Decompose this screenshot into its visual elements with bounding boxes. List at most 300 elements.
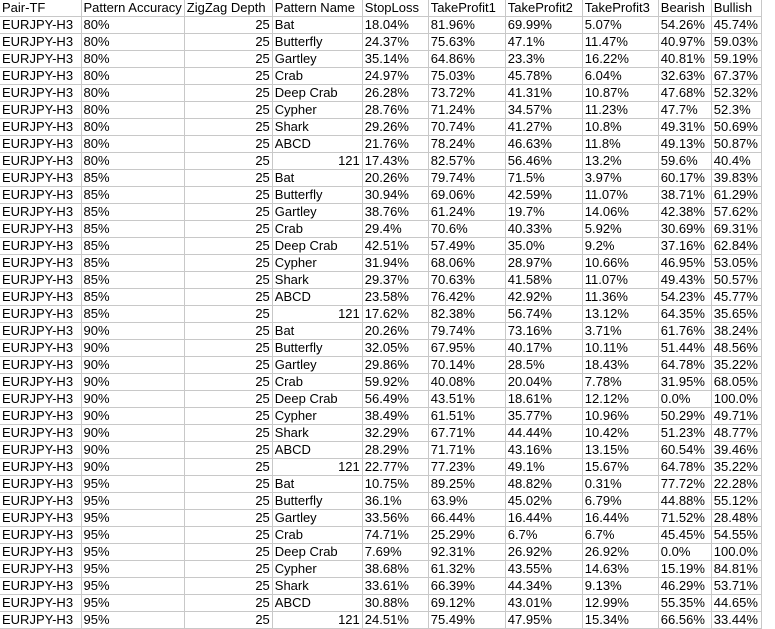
cell-takeprofit1[interactable]: 67.71%: [428, 425, 505, 442]
cell-pattern-name[interactable]: 121: [272, 153, 362, 170]
cell-bearish[interactable]: 44.88%: [658, 493, 711, 510]
cell-takeprofit3[interactable]: 13.12%: [582, 306, 658, 323]
cell-pattern-accuracy[interactable]: 85%: [81, 238, 184, 255]
cell-pattern-name[interactable]: Shark: [272, 272, 362, 289]
cell-stoploss[interactable]: 22.77%: [362, 459, 428, 476]
cell-takeprofit3[interactable]: 11.36%: [582, 289, 658, 306]
cell-bullish[interactable]: 68.05%: [711, 374, 761, 391]
cell-stoploss[interactable]: 20.26%: [362, 170, 428, 187]
cell-zigzag-depth[interactable]: 25: [184, 510, 272, 527]
cell-stoploss[interactable]: 24.37%: [362, 34, 428, 51]
cell-zigzag-depth[interactable]: 25: [184, 408, 272, 425]
cell-takeprofit2[interactable]: 42.92%: [505, 289, 582, 306]
cell-takeprofit3[interactable]: 11.23%: [582, 102, 658, 119]
cell-takeprofit1[interactable]: 75.03%: [428, 68, 505, 85]
cell-pattern-accuracy[interactable]: 95%: [81, 476, 184, 493]
header-cell-pattern-name[interactable]: Pattern Name: [272, 0, 362, 17]
cell-pattern-name[interactable]: Shark: [272, 119, 362, 136]
cell-takeprofit2[interactable]: 49.1%: [505, 459, 582, 476]
cell-pattern-name[interactable]: Bat: [272, 17, 362, 34]
cell-takeprofit3[interactable]: 12.12%: [582, 391, 658, 408]
cell-pair-tf[interactable]: EURJPY-H3: [0, 391, 81, 408]
cell-bearish[interactable]: 60.54%: [658, 442, 711, 459]
cell-stoploss[interactable]: 17.62%: [362, 306, 428, 323]
cell-takeprofit3[interactable]: 9.13%: [582, 578, 658, 595]
cell-bullish[interactable]: 62.84%: [711, 238, 761, 255]
cell-takeprofit2[interactable]: 40.17%: [505, 340, 582, 357]
cell-bullish[interactable]: 52.3%: [711, 102, 761, 119]
cell-takeprofit1[interactable]: 68.06%: [428, 255, 505, 272]
cell-bearish[interactable]: 42.38%: [658, 204, 711, 221]
cell-takeprofit3[interactable]: 15.67%: [582, 459, 658, 476]
cell-stoploss[interactable]: 18.04%: [362, 17, 428, 34]
cell-bullish[interactable]: 52.32%: [711, 85, 761, 102]
cell-pair-tf[interactable]: EURJPY-H3: [0, 34, 81, 51]
cell-bullish[interactable]: 33.44%: [711, 612, 761, 629]
cell-takeprofit3[interactable]: 3.97%: [582, 170, 658, 187]
cell-takeprofit2[interactable]: 23.3%: [505, 51, 582, 68]
cell-stoploss[interactable]: 36.1%: [362, 493, 428, 510]
cell-zigzag-depth[interactable]: 25: [184, 323, 272, 340]
cell-pattern-name[interactable]: 121: [272, 612, 362, 629]
cell-bearish[interactable]: 50.29%: [658, 408, 711, 425]
cell-pattern-name[interactable]: Shark: [272, 425, 362, 442]
header-cell-zigzag-depth[interactable]: ZigZag Depth: [184, 0, 272, 17]
cell-pair-tf[interactable]: EURJPY-H3: [0, 340, 81, 357]
cell-stoploss[interactable]: 74.71%: [362, 527, 428, 544]
cell-bullish[interactable]: 35.65%: [711, 306, 761, 323]
cell-stoploss[interactable]: 30.94%: [362, 187, 428, 204]
cell-zigzag-depth[interactable]: 25: [184, 289, 272, 306]
cell-pattern-name[interactable]: Gartley: [272, 510, 362, 527]
cell-takeprofit2[interactable]: 34.57%: [505, 102, 582, 119]
cell-zigzag-depth[interactable]: 25: [184, 170, 272, 187]
cell-bearish[interactable]: 37.16%: [658, 238, 711, 255]
cell-pattern-accuracy[interactable]: 90%: [81, 374, 184, 391]
cell-takeprofit1[interactable]: 61.32%: [428, 561, 505, 578]
cell-takeprofit2[interactable]: 20.04%: [505, 374, 582, 391]
cell-stoploss[interactable]: 26.28%: [362, 85, 428, 102]
cell-bullish[interactable]: 84.81%: [711, 561, 761, 578]
cell-pair-tf[interactable]: EURJPY-H3: [0, 136, 81, 153]
cell-takeprofit2[interactable]: 73.16%: [505, 323, 582, 340]
cell-pattern-name[interactable]: Gartley: [272, 204, 362, 221]
cell-bearish[interactable]: 71.52%: [658, 510, 711, 527]
cell-bullish[interactable]: 48.56%: [711, 340, 761, 357]
cell-pair-tf[interactable]: EURJPY-H3: [0, 493, 81, 510]
cell-stoploss[interactable]: 59.92%: [362, 374, 428, 391]
cell-pattern-accuracy[interactable]: 85%: [81, 170, 184, 187]
cell-pair-tf[interactable]: EURJPY-H3: [0, 306, 81, 323]
cell-pattern-name[interactable]: 121: [272, 459, 362, 476]
cell-bearish[interactable]: 0.0%: [658, 544, 711, 561]
cell-bullish[interactable]: 22.28%: [711, 476, 761, 493]
cell-takeprofit1[interactable]: 76.42%: [428, 289, 505, 306]
cell-takeprofit1[interactable]: 92.31%: [428, 544, 505, 561]
cell-zigzag-depth[interactable]: 25: [184, 221, 272, 238]
cell-pair-tf[interactable]: EURJPY-H3: [0, 255, 81, 272]
cell-pattern-name[interactable]: ABCD: [272, 289, 362, 306]
cell-stoploss[interactable]: 24.51%: [362, 612, 428, 629]
cell-takeprofit2[interactable]: 45.78%: [505, 68, 582, 85]
cell-stoploss[interactable]: 29.86%: [362, 357, 428, 374]
cell-stoploss[interactable]: 31.94%: [362, 255, 428, 272]
cell-pair-tf[interactable]: EURJPY-H3: [0, 408, 81, 425]
cell-takeprofit1[interactable]: 70.63%: [428, 272, 505, 289]
cell-takeprofit1[interactable]: 69.12%: [428, 595, 505, 612]
cell-takeprofit1[interactable]: 73.72%: [428, 85, 505, 102]
cell-zigzag-depth[interactable]: 25: [184, 459, 272, 476]
cell-takeprofit2[interactable]: 45.02%: [505, 493, 582, 510]
cell-stoploss[interactable]: 38.76%: [362, 204, 428, 221]
cell-pattern-name[interactable]: Cypher: [272, 255, 362, 272]
cell-pattern-accuracy[interactable]: 85%: [81, 272, 184, 289]
cell-takeprofit2[interactable]: 16.44%: [505, 510, 582, 527]
cell-pair-tf[interactable]: EURJPY-H3: [0, 459, 81, 476]
cell-bullish[interactable]: 55.12%: [711, 493, 761, 510]
cell-takeprofit3[interactable]: 10.11%: [582, 340, 658, 357]
cell-takeprofit1[interactable]: 66.39%: [428, 578, 505, 595]
cell-zigzag-depth[interactable]: 25: [184, 102, 272, 119]
cell-pattern-accuracy[interactable]: 95%: [81, 612, 184, 629]
header-cell-bullish[interactable]: Bullish: [711, 0, 761, 17]
cell-bullish[interactable]: 59.19%: [711, 51, 761, 68]
cell-takeprofit1[interactable]: 89.25%: [428, 476, 505, 493]
cell-takeprofit2[interactable]: 69.99%: [505, 17, 582, 34]
cell-stoploss[interactable]: 38.68%: [362, 561, 428, 578]
cell-takeprofit2[interactable]: 44.44%: [505, 425, 582, 442]
header-cell-pattern-accuracy[interactable]: Pattern Accuracy: [81, 0, 184, 17]
cell-bearish[interactable]: 55.35%: [658, 595, 711, 612]
cell-zigzag-depth[interactable]: 25: [184, 391, 272, 408]
cell-takeprofit1[interactable]: 78.24%: [428, 136, 505, 153]
cell-takeprofit2[interactable]: 40.33%: [505, 221, 582, 238]
cell-zigzag-depth[interactable]: 25: [184, 51, 272, 68]
cell-takeprofit3[interactable]: 7.78%: [582, 374, 658, 391]
cell-pattern-name[interactable]: Butterfly: [272, 34, 362, 51]
cell-stoploss[interactable]: 32.05%: [362, 340, 428, 357]
cell-bearish[interactable]: 59.6%: [658, 153, 711, 170]
cell-bullish[interactable]: 59.03%: [711, 34, 761, 51]
cell-pattern-accuracy[interactable]: 95%: [81, 561, 184, 578]
cell-zigzag-depth[interactable]: 25: [184, 374, 272, 391]
cell-takeprofit3[interactable]: 13.15%: [582, 442, 658, 459]
cell-bullish[interactable]: 50.69%: [711, 119, 761, 136]
cell-pattern-name[interactable]: Crab: [272, 68, 362, 85]
cell-takeprofit2[interactable]: 41.31%: [505, 85, 582, 102]
cell-takeprofit2[interactable]: 43.01%: [505, 595, 582, 612]
cell-stoploss[interactable]: 42.51%: [362, 238, 428, 255]
cell-bearish[interactable]: 64.78%: [658, 459, 711, 476]
cell-bearish[interactable]: 15.19%: [658, 561, 711, 578]
cell-pair-tf[interactable]: EURJPY-H3: [0, 561, 81, 578]
cell-pair-tf[interactable]: EURJPY-H3: [0, 187, 81, 204]
cell-takeprofit2[interactable]: 28.5%: [505, 357, 582, 374]
cell-takeprofit1[interactable]: 81.96%: [428, 17, 505, 34]
cell-pattern-accuracy[interactable]: 90%: [81, 340, 184, 357]
cell-pair-tf[interactable]: EURJPY-H3: [0, 17, 81, 34]
cell-takeprofit3[interactable]: 11.8%: [582, 136, 658, 153]
cell-pattern-accuracy[interactable]: 85%: [81, 289, 184, 306]
cell-takeprofit1[interactable]: 71.71%: [428, 442, 505, 459]
cell-stoploss[interactable]: 17.43%: [362, 153, 428, 170]
cell-pattern-accuracy[interactable]: 80%: [81, 119, 184, 136]
cell-takeprofit1[interactable]: 61.24%: [428, 204, 505, 221]
cell-zigzag-depth[interactable]: 25: [184, 595, 272, 612]
cell-stoploss[interactable]: 20.26%: [362, 323, 428, 340]
cell-takeprofit1[interactable]: 57.49%: [428, 238, 505, 255]
cell-bullish[interactable]: 50.87%: [711, 136, 761, 153]
cell-takeprofit3[interactable]: 26.92%: [582, 544, 658, 561]
cell-zigzag-depth[interactable]: 25: [184, 442, 272, 459]
cell-zigzag-depth[interactable]: 25: [184, 544, 272, 561]
cell-zigzag-depth[interactable]: 25: [184, 425, 272, 442]
cell-pattern-name[interactable]: ABCD: [272, 136, 362, 153]
cell-takeprofit1[interactable]: 79.74%: [428, 323, 505, 340]
cell-takeprofit1[interactable]: 75.63%: [428, 34, 505, 51]
cell-takeprofit2[interactable]: 56.74%: [505, 306, 582, 323]
cell-takeprofit1[interactable]: 63.9%: [428, 493, 505, 510]
cell-pattern-accuracy[interactable]: 80%: [81, 17, 184, 34]
cell-takeprofit2[interactable]: 35.0%: [505, 238, 582, 255]
cell-pattern-name[interactable]: Cypher: [272, 102, 362, 119]
cell-pair-tf[interactable]: EURJPY-H3: [0, 442, 81, 459]
cell-takeprofit2[interactable]: 18.61%: [505, 391, 582, 408]
cell-pair-tf[interactable]: EURJPY-H3: [0, 578, 81, 595]
cell-takeprofit1[interactable]: 70.74%: [428, 119, 505, 136]
cell-pattern-accuracy[interactable]: 80%: [81, 85, 184, 102]
cell-pair-tf[interactable]: EURJPY-H3: [0, 289, 81, 306]
cell-pattern-name[interactable]: Bat: [272, 323, 362, 340]
cell-zigzag-depth[interactable]: 25: [184, 34, 272, 51]
cell-bullish[interactable]: 39.83%: [711, 170, 761, 187]
cell-pattern-name[interactable]: ABCD: [272, 595, 362, 612]
cell-pattern-name[interactable]: Crab: [272, 374, 362, 391]
cell-pattern-accuracy[interactable]: 80%: [81, 153, 184, 170]
cell-pattern-accuracy[interactable]: 90%: [81, 391, 184, 408]
cell-takeprofit1[interactable]: 77.23%: [428, 459, 505, 476]
cell-pattern-accuracy[interactable]: 85%: [81, 187, 184, 204]
cell-bearish[interactable]: 49.43%: [658, 272, 711, 289]
cell-bearish[interactable]: 49.13%: [658, 136, 711, 153]
cell-zigzag-depth[interactable]: 25: [184, 493, 272, 510]
cell-pair-tf[interactable]: EURJPY-H3: [0, 85, 81, 102]
cell-stoploss[interactable]: 24.97%: [362, 68, 428, 85]
cell-takeprofit3[interactable]: 5.07%: [582, 17, 658, 34]
cell-pair-tf[interactable]: EURJPY-H3: [0, 476, 81, 493]
cell-stoploss[interactable]: 33.61%: [362, 578, 428, 595]
cell-bullish[interactable]: 100.0%: [711, 391, 761, 408]
cell-stoploss[interactable]: 30.88%: [362, 595, 428, 612]
cell-bullish[interactable]: 67.37%: [711, 68, 761, 85]
cell-stoploss[interactable]: 10.75%: [362, 476, 428, 493]
cell-takeprofit2[interactable]: 26.92%: [505, 544, 582, 561]
cell-pattern-accuracy[interactable]: 95%: [81, 493, 184, 510]
cell-pair-tf[interactable]: EURJPY-H3: [0, 527, 81, 544]
cell-takeprofit2[interactable]: 46.63%: [505, 136, 582, 153]
cell-bearish[interactable]: 49.31%: [658, 119, 711, 136]
cell-zigzag-depth[interactable]: 25: [184, 476, 272, 493]
cell-pair-tf[interactable]: EURJPY-H3: [0, 170, 81, 187]
cell-bullish[interactable]: 53.05%: [711, 255, 761, 272]
cell-pattern-accuracy[interactable]: 85%: [81, 306, 184, 323]
cell-pair-tf[interactable]: EURJPY-H3: [0, 595, 81, 612]
cell-bullish[interactable]: 49.71%: [711, 408, 761, 425]
cell-takeprofit3[interactable]: 6.7%: [582, 527, 658, 544]
cell-pattern-name[interactable]: Gartley: [272, 357, 362, 374]
cell-takeprofit3[interactable]: 14.06%: [582, 204, 658, 221]
cell-bearish[interactable]: 46.29%: [658, 578, 711, 595]
cell-takeprofit3[interactable]: 12.99%: [582, 595, 658, 612]
cell-stoploss[interactable]: 21.76%: [362, 136, 428, 153]
cell-pair-tf[interactable]: EURJPY-H3: [0, 238, 81, 255]
cell-pattern-accuracy[interactable]: 80%: [81, 68, 184, 85]
cell-pattern-accuracy[interactable]: 90%: [81, 442, 184, 459]
cell-pattern-accuracy[interactable]: 90%: [81, 323, 184, 340]
cell-pair-tf[interactable]: EURJPY-H3: [0, 357, 81, 374]
cell-takeprofit1[interactable]: 75.49%: [428, 612, 505, 629]
cell-pattern-accuracy[interactable]: 90%: [81, 357, 184, 374]
cell-pattern-accuracy[interactable]: 80%: [81, 102, 184, 119]
cell-zigzag-depth[interactable]: 25: [184, 340, 272, 357]
cell-takeprofit2[interactable]: 41.27%: [505, 119, 582, 136]
cell-bullish[interactable]: 35.22%: [711, 357, 761, 374]
cell-bearish[interactable]: 64.35%: [658, 306, 711, 323]
cell-bullish[interactable]: 53.71%: [711, 578, 761, 595]
cell-bullish[interactable]: 54.55%: [711, 527, 761, 544]
cell-stoploss[interactable]: 33.56%: [362, 510, 428, 527]
cell-takeprofit3[interactable]: 15.34%: [582, 612, 658, 629]
cell-bearish[interactable]: 60.17%: [658, 170, 711, 187]
cell-stoploss[interactable]: 32.29%: [362, 425, 428, 442]
cell-pair-tf[interactable]: EURJPY-H3: [0, 272, 81, 289]
cell-pair-tf[interactable]: EURJPY-H3: [0, 544, 81, 561]
cell-takeprofit3[interactable]: 3.71%: [582, 323, 658, 340]
cell-takeprofit2[interactable]: 71.5%: [505, 170, 582, 187]
cell-pattern-accuracy[interactable]: 80%: [81, 51, 184, 68]
cell-bearish[interactable]: 30.69%: [658, 221, 711, 238]
cell-takeprofit3[interactable]: 13.2%: [582, 153, 658, 170]
cell-zigzag-depth[interactable]: 25: [184, 612, 272, 629]
header-cell-takeprofit2[interactable]: TakeProfit2: [505, 0, 582, 17]
cell-pair-tf[interactable]: EURJPY-H3: [0, 68, 81, 85]
cell-stoploss[interactable]: 23.58%: [362, 289, 428, 306]
header-cell-stoploss[interactable]: StopLoss: [362, 0, 428, 17]
cell-stoploss[interactable]: 56.49%: [362, 391, 428, 408]
cell-pair-tf[interactable]: EURJPY-H3: [0, 323, 81, 340]
cell-takeprofit2[interactable]: 43.16%: [505, 442, 582, 459]
cell-takeprofit3[interactable]: 11.47%: [582, 34, 658, 51]
cell-stoploss[interactable]: 38.49%: [362, 408, 428, 425]
cell-bearish[interactable]: 66.56%: [658, 612, 711, 629]
cell-bearish[interactable]: 54.23%: [658, 289, 711, 306]
cell-zigzag-depth[interactable]: 25: [184, 153, 272, 170]
cell-takeprofit3[interactable]: 11.07%: [582, 272, 658, 289]
cell-takeprofit2[interactable]: 19.7%: [505, 204, 582, 221]
cell-zigzag-depth[interactable]: 25: [184, 68, 272, 85]
cell-pattern-name[interactable]: Bat: [272, 170, 362, 187]
cell-pair-tf[interactable]: EURJPY-H3: [0, 204, 81, 221]
cell-takeprofit2[interactable]: 44.34%: [505, 578, 582, 595]
cell-pair-tf[interactable]: EURJPY-H3: [0, 425, 81, 442]
cell-bearish[interactable]: 38.71%: [658, 187, 711, 204]
cell-pair-tf[interactable]: EURJPY-H3: [0, 510, 81, 527]
cell-zigzag-depth[interactable]: 25: [184, 578, 272, 595]
cell-takeprofit3[interactable]: 5.92%: [582, 221, 658, 238]
cell-bearish[interactable]: 32.63%: [658, 68, 711, 85]
cell-takeprofit1[interactable]: 40.08%: [428, 374, 505, 391]
cell-bearish[interactable]: 47.68%: [658, 85, 711, 102]
cell-zigzag-depth[interactable]: 25: [184, 119, 272, 136]
cell-pattern-name[interactable]: Butterfly: [272, 340, 362, 357]
cell-zigzag-depth[interactable]: 25: [184, 272, 272, 289]
header-cell-takeprofit3[interactable]: TakeProfit3: [582, 0, 658, 17]
cell-takeprofit1[interactable]: 70.14%: [428, 357, 505, 374]
cell-takeprofit3[interactable]: 9.2%: [582, 238, 658, 255]
cell-takeprofit3[interactable]: 10.66%: [582, 255, 658, 272]
cell-takeprofit3[interactable]: 6.04%: [582, 68, 658, 85]
cell-bullish[interactable]: 44.65%: [711, 595, 761, 612]
cell-bullish[interactable]: 61.29%: [711, 187, 761, 204]
cell-bearish[interactable]: 46.95%: [658, 255, 711, 272]
cell-takeprofit2[interactable]: 43.55%: [505, 561, 582, 578]
cell-takeprofit1[interactable]: 82.57%: [428, 153, 505, 170]
cell-bearish[interactable]: 40.97%: [658, 34, 711, 51]
cell-pattern-accuracy[interactable]: 95%: [81, 578, 184, 595]
cell-bearish[interactable]: 31.95%: [658, 374, 711, 391]
cell-zigzag-depth[interactable]: 25: [184, 238, 272, 255]
cell-pattern-accuracy[interactable]: 90%: [81, 459, 184, 476]
cell-pattern-name[interactable]: Bat: [272, 476, 362, 493]
cell-zigzag-depth[interactable]: 25: [184, 17, 272, 34]
cell-pattern-accuracy[interactable]: 80%: [81, 136, 184, 153]
cell-bullish[interactable]: 35.22%: [711, 459, 761, 476]
cell-pattern-accuracy[interactable]: 90%: [81, 425, 184, 442]
cell-bullish[interactable]: 48.77%: [711, 425, 761, 442]
cell-bearish[interactable]: 0.0%: [658, 391, 711, 408]
cell-pattern-accuracy[interactable]: 95%: [81, 544, 184, 561]
cell-stoploss[interactable]: 29.37%: [362, 272, 428, 289]
cell-pattern-accuracy[interactable]: 90%: [81, 408, 184, 425]
cell-pattern-name[interactable]: 121: [272, 306, 362, 323]
cell-takeprofit3[interactable]: 14.63%: [582, 561, 658, 578]
cell-bearish[interactable]: 51.23%: [658, 425, 711, 442]
cell-bearish[interactable]: 61.76%: [658, 323, 711, 340]
cell-bullish[interactable]: 50.57%: [711, 272, 761, 289]
cell-takeprofit3[interactable]: 10.96%: [582, 408, 658, 425]
cell-zigzag-depth[interactable]: 25: [184, 306, 272, 323]
cell-takeprofit3[interactable]: 16.44%: [582, 510, 658, 527]
cell-zigzag-depth[interactable]: 25: [184, 255, 272, 272]
cell-pattern-name[interactable]: Deep Crab: [272, 85, 362, 102]
cell-bullish[interactable]: 45.77%: [711, 289, 761, 306]
header-cell-pair-tf[interactable]: Pair-TF: [0, 0, 81, 17]
cell-pattern-name[interactable]: Cypher: [272, 408, 362, 425]
cell-bearish[interactable]: 47.7%: [658, 102, 711, 119]
cell-takeprofit3[interactable]: 6.79%: [582, 493, 658, 510]
cell-pattern-name[interactable]: Cypher: [272, 561, 362, 578]
cell-takeprofit2[interactable]: 42.59%: [505, 187, 582, 204]
cell-takeprofit3[interactable]: 10.42%: [582, 425, 658, 442]
cell-takeprofit3[interactable]: 10.8%: [582, 119, 658, 136]
cell-bearish[interactable]: 51.44%: [658, 340, 711, 357]
cell-takeprofit1[interactable]: 67.95%: [428, 340, 505, 357]
cell-takeprofit1[interactable]: 43.51%: [428, 391, 505, 408]
cell-pair-tf[interactable]: EURJPY-H3: [0, 119, 81, 136]
cell-zigzag-depth[interactable]: 25: [184, 85, 272, 102]
cell-takeprofit2[interactable]: 28.97%: [505, 255, 582, 272]
cell-pattern-name[interactable]: Deep Crab: [272, 544, 362, 561]
